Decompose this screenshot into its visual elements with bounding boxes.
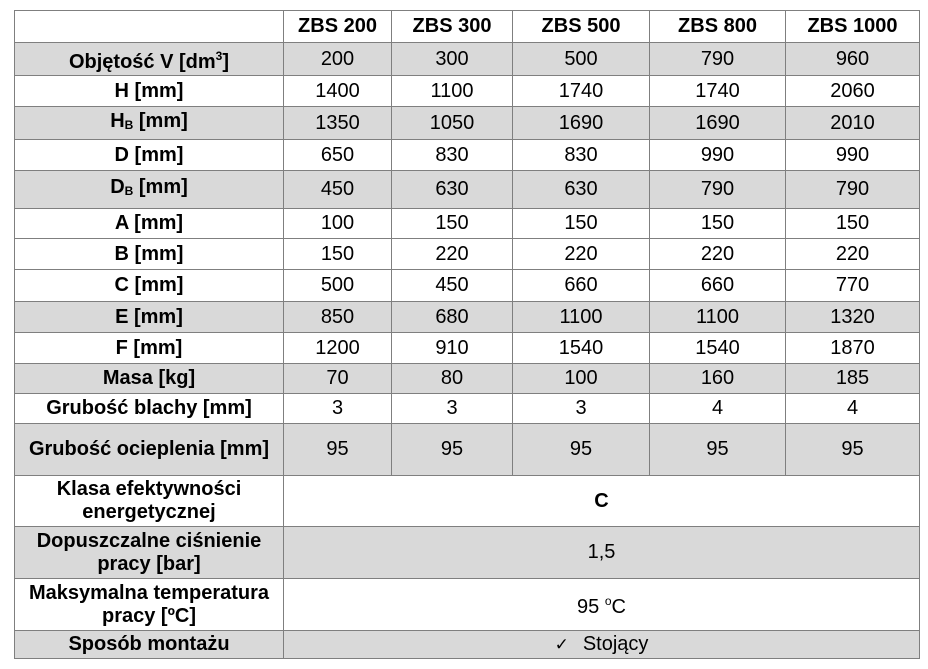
cell: 1400 — [284, 76, 392, 107]
cell: 95 — [513, 424, 650, 476]
cell: 1740 — [650, 76, 786, 107]
cell: 1540 — [650, 333, 786, 364]
merged-row-mounting — [15, 631, 920, 659]
merged-row-energy-class — [15, 476, 920, 527]
cell: 680 — [392, 302, 513, 333]
header-row — [15, 11, 920, 43]
cell: 220 — [392, 239, 513, 270]
cell: 630 — [392, 171, 513, 209]
header-zbs200: ZBS 200 — [284, 11, 392, 43]
cell: 150 — [650, 209, 786, 239]
row-label: H [mm] — [15, 76, 284, 107]
merged-cell: ✓ Stojący — [284, 631, 920, 659]
cell: 630 — [513, 171, 650, 209]
table-row — [15, 394, 920, 424]
row-label: D [mm] — [15, 140, 284, 171]
cell: 160 — [650, 364, 786, 394]
cell: 1740 — [513, 76, 650, 107]
cell: 790 — [650, 43, 786, 76]
table-row — [15, 107, 920, 140]
cell: 150 — [786, 209, 920, 239]
merged-cell: C — [284, 476, 920, 527]
cell: 770 — [786, 270, 920, 302]
cell: 70 — [284, 364, 392, 394]
table-row — [15, 302, 920, 333]
header-zbs800: ZBS 800 — [650, 11, 786, 43]
cell: 1100 — [513, 302, 650, 333]
row-label: $H_B$ [mm] — [15, 107, 284, 140]
row-label: F [mm] — [15, 333, 284, 364]
cell: 95 — [284, 424, 392, 476]
cell: 1320 — [786, 302, 920, 333]
cell: 660 — [513, 270, 650, 302]
cell: 990 — [650, 140, 786, 171]
checkmark-icon: ✓ — [554, 634, 569, 655]
table-row — [15, 43, 920, 76]
table-row — [15, 140, 920, 171]
cell: 830 — [513, 140, 650, 171]
row-label: Grubość ocieplenia [mm] — [15, 424, 284, 476]
cell: 660 — [650, 270, 786, 302]
cell: 150 — [392, 209, 513, 239]
cell: 100 — [284, 209, 392, 239]
cell: 1200 — [284, 333, 392, 364]
row-label: Grubość blachy [mm] — [15, 394, 284, 424]
cell: 1050 — [392, 107, 513, 140]
cell: 1350 — [284, 107, 392, 140]
merged-cell: 95 $^o$C — [284, 579, 920, 631]
row-label: E [mm] — [15, 302, 284, 333]
cell: 1690 — [513, 107, 650, 140]
cell: 300 — [392, 43, 513, 76]
cell: 100 — [513, 364, 650, 394]
cell: 150 — [513, 209, 650, 239]
cell: 3 — [284, 394, 392, 424]
table-row — [15, 270, 920, 302]
cell: 4 — [650, 394, 786, 424]
cell: 2010 — [786, 107, 920, 140]
cell: 910 — [392, 333, 513, 364]
cell: 4 — [786, 394, 920, 424]
header-corner — [15, 11, 284, 43]
table-row — [15, 364, 920, 394]
row-label: Maksymalna temperatura pracy [ºC] — [15, 579, 284, 631]
cell: 220 — [513, 239, 650, 270]
merged-cell: 1,5 — [284, 527, 920, 579]
cell: 790 — [650, 171, 786, 209]
cell: 1100 — [392, 76, 513, 107]
cell: 500 — [513, 43, 650, 76]
cell: 2060 — [786, 76, 920, 107]
cell: 990 — [786, 140, 920, 171]
row-label: C [mm] — [15, 270, 284, 302]
header-zbs500: ZBS 500 — [513, 11, 650, 43]
cell: 850 — [284, 302, 392, 333]
cell: 450 — [284, 171, 392, 209]
row-label: Objętość V $[dm^3]$ — [15, 43, 284, 76]
header-zbs1000: ZBS 1000 — [786, 11, 920, 43]
cell: 650 — [284, 140, 392, 171]
row-label: $D_B$ [mm] — [15, 171, 284, 209]
row-label: Klasa efektywności energetycznej — [15, 476, 284, 527]
table-row — [15, 239, 920, 270]
spec-table — [14, 10, 920, 659]
cell: 790 — [786, 171, 920, 209]
cell: 3 — [513, 394, 650, 424]
row-label: Masa [kg] — [15, 364, 284, 394]
cell: 830 — [392, 140, 513, 171]
table-row — [15, 171, 920, 209]
row-label: Sposób montażu — [15, 631, 284, 659]
cell: 960 — [786, 43, 920, 76]
cell: 95 — [650, 424, 786, 476]
cell: 1870 — [786, 333, 920, 364]
cell: 450 — [392, 270, 513, 302]
merged-row-pressure — [15, 527, 920, 579]
cell: 95 — [392, 424, 513, 476]
cell: 150 — [284, 239, 392, 270]
table-row — [15, 424, 920, 476]
cell: 1690 — [650, 107, 786, 140]
cell: 220 — [650, 239, 786, 270]
cell: 1540 — [513, 333, 650, 364]
merged-row-temperature — [15, 579, 920, 631]
cell: 220 — [786, 239, 920, 270]
row-label: A [mm] — [15, 209, 284, 239]
cell: 185 — [786, 364, 920, 394]
table-row — [15, 333, 920, 364]
cell: 200 — [284, 43, 392, 76]
row-label: Dopuszczalne ciśnienie pracy [bar] — [15, 527, 284, 579]
cell: 95 — [786, 424, 920, 476]
cell: 80 — [392, 364, 513, 394]
cell: 1100 — [650, 302, 786, 333]
header-zbs300: ZBS 300 — [392, 11, 513, 43]
table-row — [15, 76, 920, 107]
cell: 500 — [284, 270, 392, 302]
table-row — [15, 209, 920, 239]
row-label: B [mm] — [15, 239, 284, 270]
cell: 3 — [392, 394, 513, 424]
